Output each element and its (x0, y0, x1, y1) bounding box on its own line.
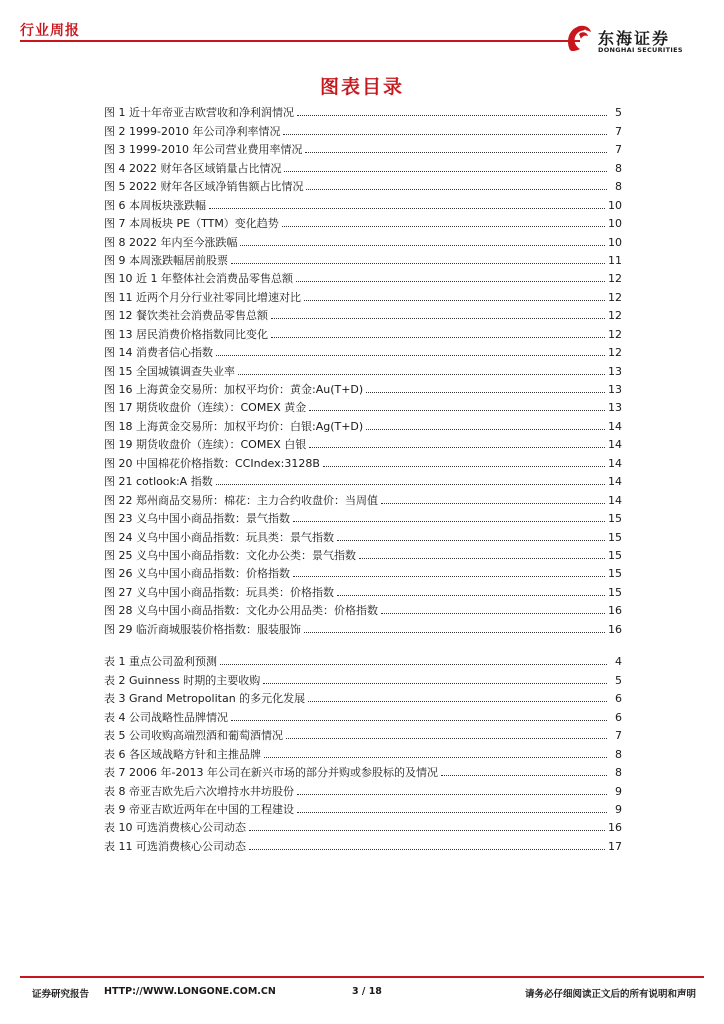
figure-entry[interactable] (104, 101, 622, 119)
figure-entry[interactable] (104, 359, 622, 377)
dot-leader (238, 374, 605, 375)
figure-entry[interactable] (104, 285, 622, 303)
dot-leader (209, 208, 605, 209)
dot-leader (216, 484, 605, 485)
figure-entry[interactable] (104, 433, 622, 451)
figure-entry[interactable] (104, 562, 622, 580)
footer-divider (20, 976, 704, 978)
figure-entry[interactable] (104, 249, 622, 267)
table-entry-label: 表 10 可选消费核心公司动态 (104, 821, 246, 835)
table-entry-page: 9 (615, 784, 622, 798)
figure-entry-label: 图 24 义乌中国小商品指数：玩具类：景气指数 (104, 530, 334, 544)
table-entry[interactable] (104, 834, 622, 852)
table-entry[interactable] (104, 779, 622, 797)
table-entry-page: 8 (615, 747, 622, 761)
header-divider (20, 40, 580, 42)
table-entry-label: 表 1 重点公司盈利预测 (104, 655, 217, 669)
figure-entry-page: 15 (608, 585, 622, 599)
dot-leader (216, 355, 605, 356)
table-entry[interactable] (104, 668, 622, 686)
dot-leader (366, 429, 605, 430)
logo-chinese-name: 东海证券 (598, 29, 671, 48)
dot-leader (337, 595, 605, 596)
dot-leader (249, 830, 605, 831)
figure-entry-page: 14 (608, 456, 622, 470)
dot-leader (337, 540, 605, 541)
figure-entry-label: 图 6 本周板块涨跌幅 (104, 198, 206, 212)
figure-entry-page: 15 (608, 530, 622, 544)
figure-entry[interactable] (104, 599, 622, 617)
figure-entry-label: 图 22 郑州商品交易所：棉花：主力合约收盘价：当周值 (104, 493, 378, 507)
table-entry-page: 7 (615, 729, 622, 743)
figure-entry-label: 图 3 1999-2010 年公司营业费用率情况 (104, 143, 303, 157)
dot-leader (308, 701, 607, 702)
figure-entry-page: 14 (608, 475, 622, 489)
figure-entry-label: 图 16 上海黄金交易所：加权平均价：黄金:Au(T+D) (104, 383, 364, 396)
table-entry[interactable] (104, 798, 622, 816)
company-logo (564, 22, 704, 56)
dot-leader (284, 171, 607, 172)
figure-entry[interactable] (104, 396, 622, 414)
table-entry[interactable] (104, 687, 622, 705)
figure-entry[interactable] (104, 119, 622, 137)
dot-leader (286, 738, 607, 739)
figure-entry-label: 图 26 义乌中国小商品指数：价格指数 (104, 567, 290, 581)
figure-entry-page: 14 (608, 493, 622, 507)
table-entry-page: 4 (615, 655, 622, 669)
table-entry-label: 表 5 公司收购高端烈酒和葡萄酒情况 (104, 729, 283, 743)
dot-leader (381, 503, 605, 504)
table-entry[interactable] (104, 724, 622, 742)
figure-entry-label: 图 21 cotlook:A 指数 (104, 475, 213, 489)
table-entry[interactable] (104, 816, 622, 834)
figure-entry-page: 13 (608, 383, 622, 396)
table-entry-label: 表 11 可选消费核心公司动态 (104, 839, 246, 853)
table-entry-page: 17 (608, 839, 622, 853)
figure-entry-page: 12 (608, 309, 622, 323)
dot-leader (381, 613, 605, 614)
figure-entry-page: 13 (608, 364, 622, 378)
dot-leader (293, 521, 605, 522)
dot-leader (231, 720, 607, 721)
figure-entry[interactable] (104, 138, 622, 156)
figure-entry-page: 10 (608, 217, 622, 231)
figure-entry-page: 7 (615, 143, 622, 157)
dot-leader (309, 447, 605, 448)
figure-entry-label: 图 5 2022 财年各区域净销售额占比情况 (104, 180, 304, 194)
dragon-logo-icon (564, 22, 594, 56)
footer-website-link[interactable]: HTTP://WWW.LONGONE.COM.CN (104, 986, 276, 997)
dot-leader (293, 576, 605, 577)
figure-entry-label: 图 23 义乌中国小商品指数：景气指数 (104, 512, 290, 526)
dot-leader (366, 392, 605, 393)
figure-entry-page: 13 (608, 401, 622, 415)
logo-english-name: DONGHAI SECURITIES (598, 46, 683, 54)
figure-entry-page: 16 (608, 622, 622, 636)
figure-entry-page: 14 (608, 419, 622, 433)
figure-entry[interactable] (104, 378, 622, 396)
figure-entry[interactable] (104, 156, 622, 174)
figure-entry[interactable] (104, 507, 622, 525)
table-entry-label: 表 4 公司战略性品牌情况 (104, 710, 228, 724)
dot-leader (297, 812, 607, 813)
page-number: 3 / 18 (352, 986, 382, 997)
dot-leader (297, 794, 607, 795)
figure-entry-page: 7 (615, 124, 622, 138)
figure-entry[interactable] (104, 267, 622, 285)
table-entry-page: 9 (615, 802, 622, 816)
dot-leader (271, 318, 605, 319)
figure-entry-page: 12 (608, 346, 622, 360)
table-entry[interactable] (104, 761, 622, 779)
figure-entry-label: 图 1 近十年帝亚吉欧营收和净利润情况 (104, 106, 294, 120)
figure-entry-label: 图 8 2022 年内至今涨跌幅 (104, 235, 238, 249)
dot-leader (323, 466, 605, 467)
figure-entry-label: 图 25 义乌中国小商品指数：文化办公类：景气指数 (104, 548, 356, 562)
page-title: 图表目录 (319, 76, 404, 98)
figure-entry[interactable] (104, 451, 622, 469)
report-type-tag: 行业周报 (20, 23, 80, 39)
figure-entry-label: 图 17 期货收盘价（连续）：COMEX 黄金 (104, 401, 307, 415)
figure-entry-label: 图 7 本周板块 PE（TTM）变化趋势 (104, 217, 279, 231)
figure-entry-label: 图 9 本周涨跌幅居前股票 (104, 253, 228, 267)
dot-leader (441, 775, 607, 776)
figure-list (104, 101, 622, 636)
figure-entry-label: 图 20 中国棉花价格指数：CCIndex:3128B (104, 456, 320, 470)
dot-leader (249, 849, 605, 850)
figure-entry-page: 11 (608, 253, 622, 267)
table-entry-label: 表 9 帝亚吉欧近两年在中国的工程建设 (104, 802, 294, 816)
figure-entry-page: 10 (608, 235, 622, 249)
dot-leader (231, 263, 605, 264)
figure-entry-label: 图 28 义乌中国小商品指数：文化办公用品类：价格指数 (104, 604, 378, 618)
figure-entry-label: 图 18 上海黄金交易所：加权平均价：白银:Ag(T+D) (104, 419, 364, 433)
figure-entry-page: 12 (608, 272, 622, 286)
dot-leader (304, 300, 605, 301)
figure-entry[interactable] (104, 617, 622, 635)
figure-entry-page: 12 (608, 327, 622, 341)
dot-leader (304, 632, 605, 633)
figure-entry-page: 15 (608, 548, 622, 562)
page-header (0, 0, 724, 60)
dot-leader (297, 115, 607, 116)
figure-entry-label: 图 15 全国城镇调查失业率 (104, 364, 235, 378)
dot-leader (263, 683, 607, 684)
table-list (104, 650, 622, 853)
figure-entry-label: 图 27 义乌中国小商品指数：玩具类：价格指数 (104, 585, 334, 599)
figure-entry[interactable] (104, 304, 622, 322)
figure-entry-page: 16 (608, 604, 622, 618)
figure-entry-label: 图 10 近 1 年整体社会消费品零售总额 (104, 272, 293, 286)
table-entry-page: 5 (615, 673, 622, 687)
table-entry[interactable] (104, 742, 622, 760)
table-entry-label: 表 6 各区域战略方针和主推品牌 (104, 747, 261, 761)
figure-entry[interactable] (104, 470, 622, 488)
figure-entry-label: 图 13 居民消费价格指数同比变化 (104, 327, 268, 341)
figure-entry-page: 15 (608, 567, 622, 581)
dot-leader (264, 757, 607, 758)
figure-entry-label: 图 12 餐饮类社会消费品零售总额 (104, 309, 268, 323)
table-entry-page: 16 (608, 821, 622, 835)
table-entry-label: 表 8 帝亚吉欧先后六次增持水井坊股份 (104, 784, 294, 798)
figure-entry-label: 图 11 近两个月分行业社零同比增速对比 (104, 290, 301, 304)
dot-leader (271, 337, 605, 338)
figure-entry-page: 14 (608, 438, 622, 452)
table-entry[interactable] (104, 650, 622, 668)
figure-entry[interactable] (104, 230, 622, 248)
dot-leader (309, 410, 605, 411)
figure-entry[interactable] (104, 525, 622, 543)
dot-leader (305, 152, 607, 153)
figure-entry[interactable] (104, 414, 622, 432)
dot-leader (359, 558, 605, 559)
figure-entry[interactable] (104, 341, 622, 359)
figure-entry-label: 图 4 2022 财年各区域销量占比情况 (104, 161, 282, 175)
table-entry-page: 6 (615, 692, 622, 706)
figure-entry[interactable] (104, 212, 622, 230)
figure-entry-page: 5 (615, 106, 622, 120)
page-footer (0, 970, 724, 1024)
figure-entry-label: 图 14 消费者信心指数 (104, 346, 213, 360)
figure-entry-page: 10 (608, 198, 622, 212)
figure-entry-label: 图 2 1999-2010 年公司净利率情况 (104, 124, 281, 138)
dot-leader (283, 134, 607, 135)
figure-entry-label: 图 19 期货收盘价（连续）：COMEX 白银 (104, 438, 307, 452)
figure-entry[interactable] (104, 175, 622, 193)
table-entry-label: 表 7 2006 年-2013 年公司在新兴市场的部分并购或参股标的及情况 (104, 766, 438, 780)
table-entry-page: 8 (615, 766, 622, 780)
footer-report-label: 证券研究报告 (32, 989, 90, 1000)
figure-entry-page: 8 (615, 180, 622, 194)
footer-disclaimer: 请务必仔细阅读正文后的所有说明和声明 (524, 989, 696, 1000)
table-entry-label: 表 3 Grand Metropolitan 的多元化发展 (104, 692, 306, 706)
dot-leader (296, 281, 605, 282)
figure-entry-page: 12 (608, 290, 622, 304)
table-entry-label: 表 2 Guinness 时期的主要收购 (104, 673, 261, 687)
dot-leader (306, 189, 607, 190)
figure-entry[interactable] (104, 322, 622, 340)
table-entry-page: 6 (615, 710, 622, 724)
table-entry[interactable] (104, 705, 622, 723)
figure-entry[interactable] (104, 544, 622, 562)
figure-entry[interactable] (104, 580, 622, 598)
dot-leader (282, 226, 605, 227)
dot-leader (240, 245, 605, 246)
figure-entry-page: 15 (608, 512, 622, 526)
figure-entry-label: 图 29 临沂商城服装价格指数：服装服饰 (104, 622, 301, 636)
figure-entry[interactable] (104, 193, 622, 211)
figure-entry-page: 8 (615, 161, 622, 175)
dot-leader (220, 664, 607, 665)
figure-entry[interactable] (104, 488, 622, 506)
